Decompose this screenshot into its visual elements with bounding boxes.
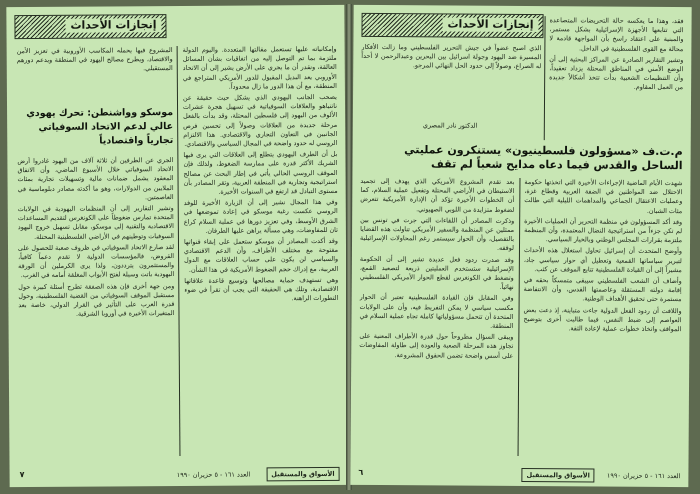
- paragraph: يصحب الجانب اليهودي الذي يشكل حيث حقيقة عن ناتنياهو والعلاقات السوفياتية في تسهيل هجرة عشرات الألوف من اليهود إلى فلسطين المحتلة، وقد بدأت بالفعل مرحلة جديدة من العلاقات وصولاً إلى تحسين فرص الجانبين في التعاون التجاري والاقتصادي. هذا الالتزام الروسي له حدود واضحة في المجال السياسي والاقتصادي.: [182, 92, 338, 148]
- paragraph: لقد صارع الاتحاد السوفياتي في ظروف صعبة للحصول على القروض، فالمؤسسات الدولية لا تقدم دعماً كافياً، والمستثمرون يترددون، ولذا يرى الكرملين أن الورقة اليهودية باتت وسيلة لفتح الأبواب المغلقة أمامه في الغرب.: [17, 242, 175, 280]
- article-column-right-top: [549, 16, 684, 141]
- column-divider: [544, 16, 546, 140]
- paragraph: وأضاف أن الشعب الفلسطيني سيبقى متمسكاً بحقه في إقامة دولته المستقلة وعاصمتها القدس، وأن الانتفاضة مستمرة حتى تحقيق الأهداف الوطنية.: [523, 276, 682, 304]
- left-page: [6, 5, 347, 487]
- paragraph: واللافت أن ردود الفعل الدولية جاءت متباينة، إذ دعت بعض العواصم إلى ضبط النفس، فيما طالبت أخرى بتوضيح المواقف واتخاذ خطوات عملية لإعادة الثقة.: [523, 305, 682, 334]
- article-column-left-top: [17, 46, 173, 103]
- section-title: إنجازات الأحداث: [442, 17, 538, 32]
- section-title: إنجازات الأحداث: [65, 18, 161, 33]
- paragraph: الجري عن الطرفين أن ثلاثة آلاف من اليهود غادروا أرض الاتحاد السوفياتي خلال الأسبوع الماضي، وأن الاتفاق المعقود يشمل ضمانات مالية وتسهيلات تجارية بمئات الملايين من الدولارات، وهو ما أكدته مصادر دبلوماسية في العاصمتين.: [17, 156, 174, 202]
- article-column-left: [17, 156, 175, 453]
- paragraph: الذي اصبح عضواً في جيش التحرير الفلسطيني وما زالت الأفكار المسيرة ضد اليهود وجولة اسرائيل بين البحرين وعبدالرحمن لا أحداً له الصراع، وصولاً إلى حدود الحل النهائي المرجو.: [361, 42, 542, 71]
- issue-date: العدد ١٦١ - ٥ حزيران ١٩٩٠: [176, 470, 251, 480]
- page-number: ٦: [358, 467, 364, 477]
- paragraph: وقد أكد المسؤولون في منظمة التحرير أن العمليات الأخيرة لم تكن جزءاً من استراتيجية النضال المعتمدة، وأن المنظمة ملتزمة بقرارات المجلس الوطني وبالخيار السياسي.: [524, 216, 683, 245]
- paragraph: وتشير التقارير الصادرة عن المراكز البحثية إلى أن الوضع الأمني في المناطق المحتلة يزداد تعقيداً، وأن التنظيمات الشعبية بدأت تتخذ أشكالاً جديدة من العمل المقاوم.: [549, 55, 684, 92]
- paragraph: وهي تستهدف حماية مصالحها وتوسيع قاعدة علاقاتها الاقتصادية، وتلك هي الحقيقة التي يجب أن تقرأ في ضوء التطورات الراهنة.: [184, 275, 339, 303]
- paragraph: فقد، وهذا ما يعكسه حالة التحريضات المتصاعدة التي تتابعها الأجهزة الإسرائيلية بشكل مستمر، والمبنية على اعتقاد راسخ بأن المواجهة قادمة لا محالة مع القوى الفلسطينية في الداخل.: [549, 16, 684, 53]
- paragraph: بعد تقدم المشروع الأمريكي الذي يهدف إلى تجميد الاستيطان في الأراضي المحتلة وتفعيل عملية السلام، كما أن الخطوات الأخيرة تؤكد أن الإدارة الأمريكية تتعرض لضغوط متزايدة من اللوبي الصهيوني.: [360, 176, 515, 214]
- publication-name: الأسواق والمستقبل: [266, 467, 339, 482]
- paragraph: وفي هذا المجال نشير إلى أن الزيارة الأخيرة للوفد الروسي عكست رغبة موسكو في إعادة تموضعها في الشرق الأوسط، وفي تعزيز دورها في عملية السلام كراع ثان للمفاوضات، وهي مسألة يراهن عليها الطرفان.: [183, 198, 338, 235]
- paragraph: ويبقى السؤال مطروحاً حول قدرة الأطراف المعنية على تجاوز هذه المرحلة الصعبة والعودة إلى طاولة المفاوضات على أسس واضحة تضمن الحقوق المشروعة.: [359, 332, 514, 360]
- paragraph: وإمكانياته عليها تستعمل مقالتها المتعددة. واليوم الدولة ملتزمة بما تم التوصل إليه من اتفاقيات بشأن المسائل العالقة، ونقدر أن ما يجري على الأرض يشير إلى أن الاتحاد الأوروبي يعد البديل المقبول للدور الأمريكي المتراجع في المنطقة، مع أن هذا الدور ما زال محدوداً.: [182, 44, 337, 91]
- paragraph: بل أن الطرف اليهودي يتطلع إلى العلاقات التي يرى فيها الشريك الأكثر قدرة على ممارسة الضغوط، ولذلك فإن الموقف الروسي الحالي يأتي في إطار البحث عن مصالح استراتيجية وتجارية في المنطقة العربية، وتقر المصادر بأن مستوى التبادل قد ارتفع في السنوات الأخيرة.: [183, 150, 338, 196]
- page-footer: [358, 467, 680, 481]
- column-divider: [518, 178, 521, 456]
- author-signature: الدكتور نادر المصري: [422, 121, 478, 130]
- article-column-left: [359, 177, 515, 454]
- paragraph: وفي المقابل فإن القيادة الفلسطينية تعتبر أن الحوار مكسب سياسي لا يمكن التفريط فيه، وأن على الولايات المتحدة أن تتحمل مسؤولياتها كاملة تجاه عملية السلام في المنطقة.: [359, 293, 514, 330]
- article-column-right: [523, 178, 683, 455]
- article-column-right: [183, 45, 340, 446]
- section-header: [361, 13, 543, 38]
- paragraph: وقد أكدت المصادر أن موسكو ستعمل على إبقاء قنواتها مفتوحة مع مختلف الأطراف، وأن الدعم الاقتصادي والسياسي لن يكون على حساب العلاقات مع الدول العربية، مع إدراك حجم الضغوط الأمريكية في هذا الشأن.: [183, 236, 339, 274]
- paragraph: وقد صدرت ردود فعل عديدة تشير إلى أن الحكومة الإسرائيلية ستستخدم العمليتين ذريعة لتصعيد القمع، وتضغط في الكونغرس لقطع الحوار الأمريكي الفلسطيني نهائياً.: [359, 254, 514, 292]
- publication-name: الأسواق والمستقبل: [522, 468, 595, 483]
- section-header: [14, 14, 166, 39]
- paragraph: وأوضح المتحدث أن إسرائيل تحاول استغلال هذه الأحداث لتبرير سياساتها القمعية وتعطيل أي حوار سياسي جاد، مشيراً إلى أن القيادة الفلسطينية تتابع الموقف عن كثب.: [523, 246, 682, 274]
- page-footer: [20, 467, 340, 481]
- article-headline: م.ت.ف «مسؤولون فلسطينيون» يستنكرون عمليتي الساحل والقدس فيما دعاه مدايح شعباً لم تقف: [404, 143, 683, 173]
- paragraph: ومن جهة أخرى فإن هذه الصفقة تطرح أسئلة كبيرة حول مستقبل الموقف السوفياتي من القضية الفلسطينية، وحول قدرة العرب على التأثير في القرار الدولي، خاصة بعد المتغيرات الأخيرة في أوروبا الشرقية.: [18, 281, 175, 318]
- column-divider: [177, 46, 181, 456]
- article-intro: [361, 43, 541, 116]
- article-headline: موسكو وواشنطن: تحرك يهودي عالي لدعم الاتحاد السوفياتي تجارياً واقتصادياً: [26, 107, 174, 147]
- page-number: ٧: [19, 470, 25, 480]
- right-page: [350, 5, 691, 487]
- paragraph: شهدت الأيام الماضية الإجراءات الأخيرة التي اتخذتها حكومة الاحتلال ضد المواطنين في الضفة الغربية وقطاع غزة، وعمليات الاعتقال الجماعي والمداهمات الليلية التي طالت مئات الشبان.: [524, 178, 683, 215]
- paragraph: وذكرت المصادر أن اللقاءات التي جرت في تونس بين ممثلين عن المنظمة والسفير الأمريكي تناولت هذه القضايا بالتفصيل، وأن الحوار سيستمر رغم المحاولات الإسرائيلية لوقفه.: [360, 215, 515, 253]
- paragraph: المشروع فيها يحمله المكاسب الأوروبية في تعزيز الأمن والاقتصاد، ويطرح مصالح اليهود في المنطقة ويدعم دورهم المستقبلي.: [16, 46, 173, 73]
- issue-date: العدد ١٦١ - ٥ حزيران ١٩٩٠: [606, 471, 681, 481]
- paragraph: وتشير التقارير إلى أن المنظمات اليهودية في الولايات المتحدة تمارس ضغوطاً على الكونغرس لتقديم المساعدات الاقتصادية والتقنية إلى موسكو، مقابل تسهيل خروج اليهود السوفيات وتوطينهم في الأراضي الفلسطينية المحتلة.: [17, 204, 174, 241]
